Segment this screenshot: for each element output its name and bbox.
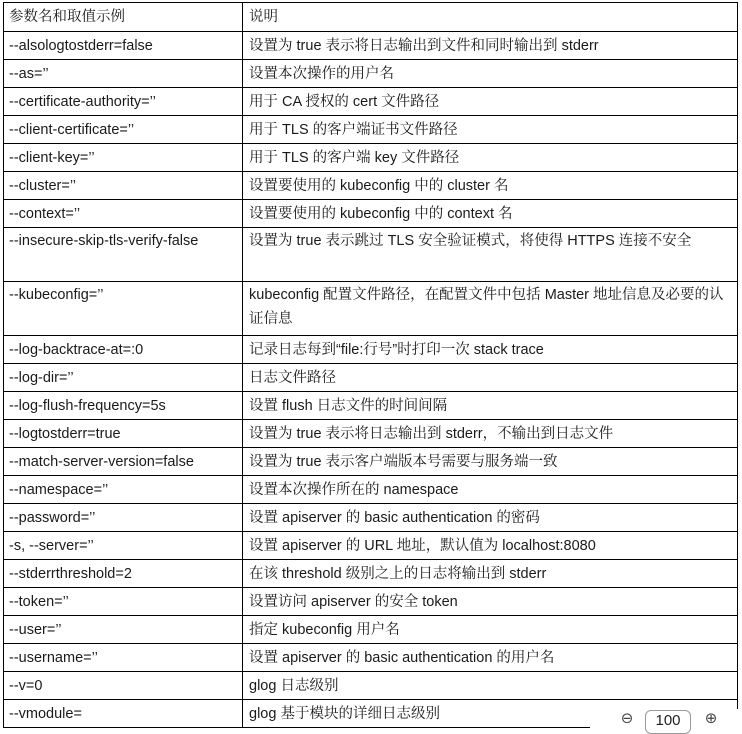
- zoom-level-field[interactable]: 100: [645, 710, 691, 734]
- zoom-out-button[interactable]: ⊖: [620, 710, 634, 727]
- table-row: [4, 392, 738, 420]
- table-header-row: [4, 3, 738, 32]
- description-cell: glog 日志级别: [243, 672, 738, 700]
- param-cell: --log-flush-frequency=5s: [4, 392, 243, 420]
- table-row: [4, 88, 738, 116]
- description-cell: 设置为 true 表示跳过 TLS 安全验证模式，将使得 HTTPS 连接不安全: [243, 228, 738, 282]
- table-row: [4, 560, 738, 588]
- description-cell: 日志文件路径: [243, 364, 738, 392]
- description-cell: 设置要使用的 kubeconfig 中的 cluster 名: [243, 172, 738, 200]
- column-header-param: 参数名和取值示例: [4, 3, 243, 32]
- table-row: [4, 420, 738, 448]
- description-cell: 设置为 true 表示客户端版本号需要与服务端一致: [243, 448, 738, 476]
- zoom-control: [590, 709, 742, 729]
- param-cell: --token=’’: [4, 588, 243, 616]
- param-cell: --cluster=’’: [4, 172, 243, 200]
- param-cell: --namespace=’’: [4, 476, 243, 504]
- param-cell: --client-certificate=’’: [4, 116, 243, 144]
- param-cell: --as=’’: [4, 60, 243, 88]
- table-row: [4, 60, 738, 88]
- table-row: [4, 504, 738, 532]
- table-row: [4, 172, 738, 200]
- parameter-table: [3, 2, 738, 728]
- zoom-in-button[interactable]: ⊕: [704, 710, 718, 727]
- param-cell: --alsologtostderr=false: [4, 32, 243, 60]
- table-row: [4, 672, 738, 700]
- param-cell: --certificate-authority=’’: [4, 88, 243, 116]
- description-cell: 设置本次操作所在的 namespace: [243, 476, 738, 504]
- param-cell: --stderrthreshold=2: [4, 560, 243, 588]
- table-row: [4, 644, 738, 672]
- description-cell: 设置为 true 表示将日志输出到 stderr，不输出到日志文件: [243, 420, 738, 448]
- table-row: [4, 448, 738, 476]
- param-cell: --context=’’: [4, 200, 243, 228]
- table-row: [4, 616, 738, 644]
- description-cell: 在该 threshold 级别之上的日志将输出到 stderr: [243, 560, 738, 588]
- param-cell: --match-server-version=false: [4, 448, 243, 476]
- param-cell: --logtostderr=true: [4, 420, 243, 448]
- table-row: [4, 364, 738, 392]
- description-cell: 用于 TLS 的客户端 key 文件路径: [243, 144, 738, 172]
- param-cell: -s, --server=’’: [4, 532, 243, 560]
- table-row: [4, 282, 738, 336]
- param-cell: --password=’’: [4, 504, 243, 532]
- table-row: [4, 336, 738, 364]
- description-cell: kubeconfig 配置文件路径，在配置文件中包括 Master 地址信息及必要的认证信息: [243, 282, 738, 336]
- param-cell: --v=0: [4, 672, 243, 700]
- param-cell: --kubeconfig=’’: [4, 282, 243, 336]
- description-cell: glog 基于模块的详细日志级别: [243, 700, 738, 728]
- table-row: [4, 588, 738, 616]
- description-cell: 设置本次操作的用户名: [243, 60, 738, 88]
- description-cell: 设置 apiserver 的 basic authentication 的用户名: [243, 644, 738, 672]
- param-cell: --username=’’: [4, 644, 243, 672]
- table-row: [4, 476, 738, 504]
- description-cell: 设置访问 apiserver 的安全 token: [243, 588, 738, 616]
- param-cell: --vmodule=: [4, 700, 243, 728]
- table-row: [4, 144, 738, 172]
- param-cell: --insecure-skip-tls-verify-false: [4, 228, 243, 282]
- description-cell: 记录日志每到“file:行号”时打印一次 stack trace: [243, 336, 738, 364]
- param-cell: --log-dir=’’: [4, 364, 243, 392]
- param-cell: --user=’’: [4, 616, 243, 644]
- description-cell: 设置 apiserver 的 URL 地址，默认值为 localhost:8080: [243, 532, 738, 560]
- description-cell: 指定 kubeconfig 用户名: [243, 616, 738, 644]
- description-cell: 设置为 true 表示将日志输出到文件和同时输出到 stderr: [243, 32, 738, 60]
- description-cell: 用于 CA 授权的 cert 文件路径: [243, 88, 738, 116]
- description-cell: 用于 TLS 的客户端证书文件路径: [243, 116, 738, 144]
- table-row: [4, 116, 738, 144]
- param-cell: --log-backtrace-at=:0: [4, 336, 243, 364]
- description-cell: 设置 apiserver 的 basic authentication 的密码: [243, 504, 738, 532]
- param-cell: --client-key=’’: [4, 144, 243, 172]
- column-header-desc: 说明: [243, 3, 738, 32]
- table-row: [4, 32, 738, 60]
- description-cell: 设置要使用的 kubeconfig 中的 context 名: [243, 200, 738, 228]
- description-cell: 设置 flush 日志文件的时间间隔: [243, 392, 738, 420]
- table-row: [4, 228, 738, 282]
- table-row: [4, 532, 738, 560]
- table-row: [4, 200, 738, 228]
